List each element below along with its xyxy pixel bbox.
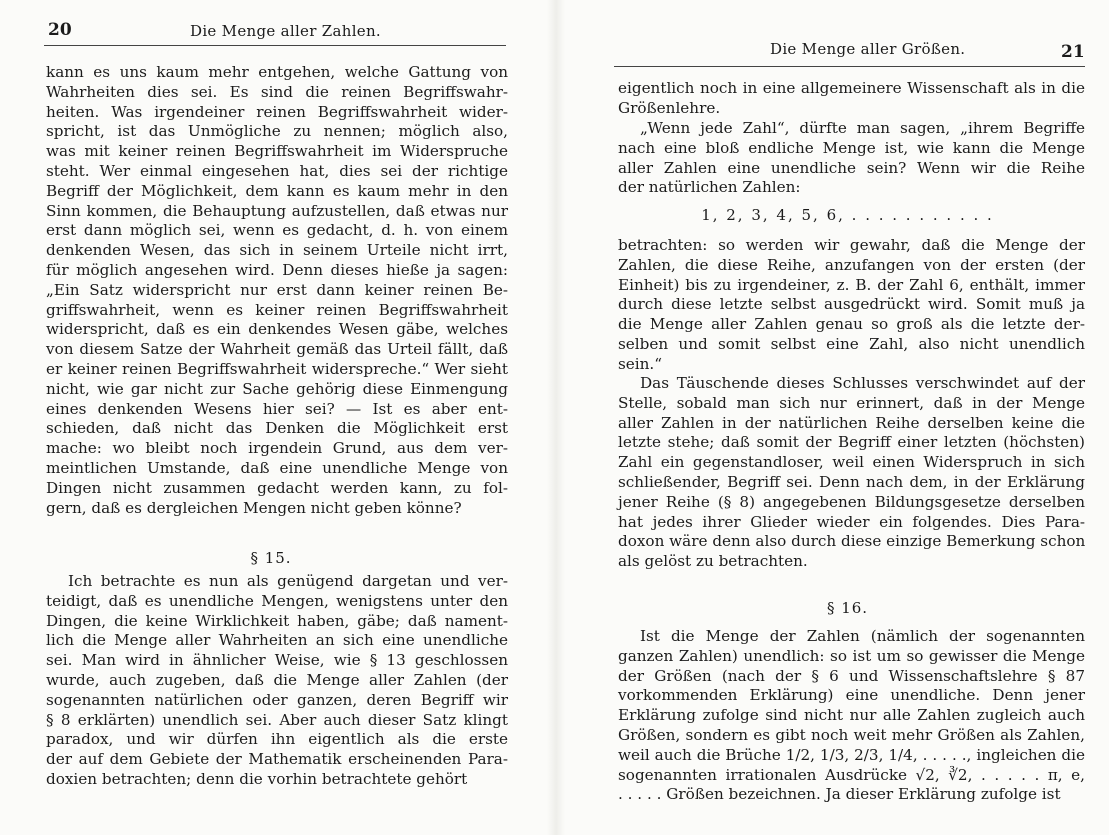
text-line: Dingen, die keine Wirklichkeit haben, gäbe; daß nament- — [46, 611, 508, 630]
text-line: der Größen (nach der § 6 und Wissenschaftslehre § 87 — [618, 666, 1085, 685]
book-gutter — [547, 0, 565, 835]
text-line: wurde, auch zugeben, daß die Menge aller Zahlen (der — [46, 670, 508, 689]
text-line: steht. Wer einmal eingesehen hat, dies sei der richtige — [46, 161, 508, 180]
text-line: griffswahrheit, wenn es keiner reinen Begriffswahrheit — [46, 300, 508, 319]
text-line: sein.“ — [618, 354, 663, 373]
text-line: schieden, daß nicht das Denken die Möglichkeit erst — [46, 419, 508, 438]
paragraph — [618, 119, 1085, 198]
right-page — [610, 0, 1085, 835]
text-line: teidigt, daß es unendliche Mengen, wenigstens unter den — [46, 591, 508, 610]
text-line: kann es uns kaum mehr entgehen, welche Gattung von — [46, 63, 508, 81]
text-line: die Menge aller Zahlen genau so groß als die letzte der- — [618, 315, 1085, 334]
section-heading: § 16. — [826, 599, 869, 617]
paragraph — [618, 236, 1085, 375]
text-line: Ich betrachte es nun als genügend dargetan und ver- — [68, 572, 508, 590]
text-line: Erklärung zufolge sind nicht nur alle Zahlen zugleich auch — [618, 706, 1085, 725]
text-line: sogenannten irrationalen Ausdrücke √2, ∛2, . . . . . π, e, — [618, 765, 1085, 784]
section-heading: § 15. — [250, 549, 292, 567]
text-line: Dingen nicht zusammen gedacht werden kann, zu fol- — [46, 478, 508, 497]
text-line: der natürlichen Zahlen: — [618, 178, 801, 197]
running-head: Die Menge aller Zahlen. — [190, 22, 381, 40]
text-line: Wahrheiten dies sei. Es sind die reinen Begriffswahr- — [46, 82, 508, 101]
paragraph — [618, 374, 1085, 572]
text-line: doxon wäre denn also durch diese einzige Bemerkung schon — [618, 532, 1086, 551]
left-page — [40, 0, 508, 835]
text-line: aller Zahlen eine unendliche sein? Wenn wir die Reihe — [618, 158, 1085, 177]
text-line: sogenannten natürlichen oder ganzen, deren Begriff wir — [46, 690, 508, 709]
text-line: doxien betrachten; denn die vorhin betrachtete gehört — [46, 769, 468, 788]
header-rule — [614, 66, 1085, 67]
text-line: „Wenn jede Zahl“, dürfte man sagen, „ihrem Begriffe — [640, 119, 1085, 137]
text-line: paradox, und wir dürfen ihn eigentlich als die erste — [46, 730, 508, 749]
text-line: „Ein Satz widerspricht nur erst dann keiner reinen Be- — [46, 280, 508, 299]
text-line: heiten. Was irgendeiner reinen Begriffswahrheit wider- — [46, 102, 508, 121]
text-line: Einheit) bis zu irgendeiner, z. B. der Zahl 6, enthält, immer — [618, 275, 1085, 294]
text-line: . . . . . Größen bezeichnen. Ja dieser Erklärung zufolge ist — [618, 785, 1061, 804]
text-line: eines denkenden Wesens hier sei? — Ist es aber ent- — [46, 399, 508, 418]
number-sequence: 1, 2, 3, 4, 5, 6, . . . . . . . . . . . — [701, 206, 994, 224]
text-line: Zahl ein gegenstandloser, weil einen Widerspruch in sich — [618, 453, 1085, 472]
paragraph — [618, 627, 1085, 805]
text-line: weil auch die Brüche 1/2, 1/3, 2/3, 1/4, . . . . ., ingleichen die — [618, 745, 1085, 764]
running-head: Die Menge aller Größen. — [770, 40, 966, 58]
paragraph — [46, 63, 508, 518]
text-line: Stelle, sobald man sich nur erinnert, daß in der Menge — [618, 393, 1085, 412]
text-line: Begriff der Möglichkeit, dem kann es kaum mehr in den — [46, 181, 508, 200]
text-line: Das Täuschende dieses Schlusses verschwindet auf der — [640, 374, 1085, 392]
text-line: Größen, sondern es gibt noch weit mehr Größen als Zahlen, — [618, 725, 1085, 744]
text-line: schließender, Begriff sei. Denn nach dem, in der Erklärung — [618, 472, 1085, 491]
text-line: § 8 erklärten) unendlich sei. Aber auch dieser Satz klingt — [46, 710, 508, 729]
text-line: als gelöst zu betrachten. — [618, 552, 808, 571]
text-line: mache: wo bleibt noch irgendein Grund, aus dem ver- — [46, 439, 508, 458]
text-line: denkenden Wesen, das sich in seinem Urteile nicht irrt, — [46, 241, 508, 260]
text-line: durch diese letzte selbst ausgedrückt wird. Somit muß ja — [618, 295, 1085, 314]
text-line: lich die Menge aller Wahrheiten an sich eine unendliche — [46, 631, 508, 650]
page-number: 21 — [1061, 42, 1085, 62]
text-line: hat jedes ihrer Glieder wieder ein folgendes. Dies Para- — [618, 512, 1085, 531]
page-number: 20 — [48, 20, 72, 40]
text-line: sei. Man wird in ähnlicher Weise, wie § 13 geschlossen — [46, 651, 508, 670]
text-line: erst dann möglich sei, wenn es gedacht, d. h. von einem — [46, 221, 508, 240]
text-line: der auf dem Gebiete der Mathematik erscheinenden Para- — [46, 750, 508, 769]
text-line: was mit keiner reinen Begriffswahrheit im Widerspruche — [46, 142, 508, 161]
text-line: nicht, wie gar nicht zur Sache gehörig diese Einmengung — [46, 379, 508, 398]
text-line: letzte stehe; daß somit der Begriff einer letzten (höchsten) — [618, 433, 1085, 452]
text-line: Ist die Menge der Zahlen (nämlich der sogenannten — [640, 627, 1085, 645]
text-line: widerspricht, daß es ein denkendes Wesen gäbe, welches — [46, 320, 508, 339]
text-line: spricht, ist das Unmögliche zu nennen; möglich also, — [46, 122, 508, 141]
text-line: Größenlehre. — [618, 98, 721, 117]
text-line: ganzen Zahlen) unendlich: so ist um so gewisser die Menge — [618, 646, 1085, 665]
text-line: er keiner reinen Begriffswahrheit widerspreche.“ Wer sieht — [46, 359, 508, 378]
text-line: aller Zahlen in der natürlichen Reihe derselben keine die — [618, 413, 1085, 432]
header-rule — [44, 45, 506, 46]
text-line: nach eine bloß endliche Menge ist, wie kann die Menge — [618, 138, 1085, 157]
text-line: vorkommenden Erklärung) eine unendliche. Denn jener — [618, 686, 1085, 705]
text-line: von diesem Satze der Wahrheit gemäß das Urteil fällt, daß — [46, 340, 508, 359]
text-line: Sinn kommen, die Behauptung aufzustellen, daß etwas nur — [46, 201, 508, 220]
paragraph — [46, 572, 508, 790]
text-line: betrachten: so werden wir gewahr, daß die Menge der — [618, 236, 1085, 254]
text-line: gern, daß es dergleichen Mengen nicht geben könne? — [46, 498, 462, 517]
text-line: jener Reihe (§ 8) angegebenen Bildungsgesetze derselben — [618, 492, 1085, 511]
text-line: Zahlen, die diese Reihe, anzufangen von der ersten (der — [618, 255, 1085, 274]
text-line: eigentlich noch in eine allgemeinere Wissenschaft als in die — [618, 79, 1085, 97]
text-line: für möglich angesehen wird. Denn dieses hieße ja sagen: — [46, 260, 508, 279]
text-line: meintlichen Umstande, daß eine unendliche Menge von — [46, 458, 508, 477]
text-line: selben und somit selbst eine Zahl, also nicht unendlich — [618, 334, 1085, 353]
paragraph — [618, 79, 1085, 119]
